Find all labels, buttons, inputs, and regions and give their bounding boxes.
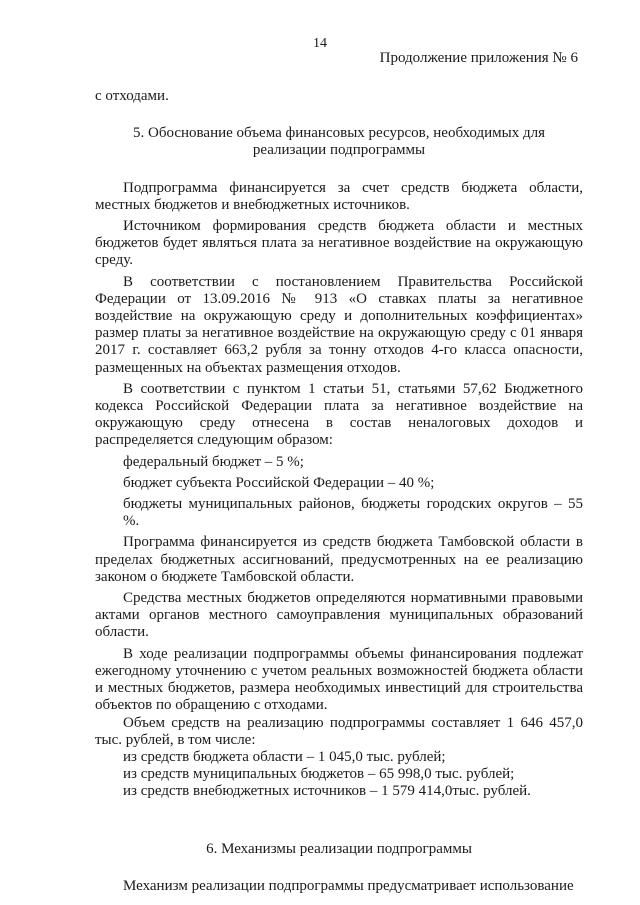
page-number: 14 xyxy=(313,36,327,51)
paragraph-mechanism: Механизм реализации подпрограммы предусматривает использование xyxy=(123,877,574,894)
section-5-title-line-1: 5. Обоснование объема финансовых ресурсов, необходимых для xyxy=(133,125,545,142)
funding-extrabudgetary: из средств внебюджетных источников – 1 579 414,0тыс. рублей. xyxy=(123,783,531,800)
funding-regional-budget: из средств бюджета области – 1 045,0 тыс. рублей; xyxy=(123,748,446,765)
funding-municipal-budgets: из средств муниципальных бюджетов – 65 998,0 тыс. рублей; xyxy=(123,766,515,783)
section-6-title: 6. Механизмы реализации подпрограммы xyxy=(206,840,472,857)
paragraph-financing-sources: Подпрограмма финансируется за счет средств бюджета области, местных бюджетов и внебюджетных источников. xyxy=(95,179,583,213)
continuation-text: с отходами. xyxy=(95,88,169,104)
distribution-regional: бюджет субъекта Российской Федерации – 40 %; xyxy=(123,474,435,491)
paragraph-budget-code: В соответствии с пунктом 1 статьи 51, статьями 57,62 Бюджетного кодекса Российской Федерации плата за негативное воздействие на окружающую среду отнесена в состав неналоговых доходов и распределяется следующим образом: xyxy=(95,380,583,449)
paragraph-total-volume: Объем средств на реализацию подпрограммы составляет 1 646 457,0 тыс. рублей, в том числе: xyxy=(95,714,583,748)
distribution-municipal: бюджеты муниципальных районов, бюджеты городских округов – 55 %. xyxy=(123,496,583,530)
paragraph-regional-budget: Программа финансируется из средств бюджета Тамбовской области в пределах бюджетных ассигнований, предусмотренных на ее реализацию законом о бюджете Тамбовской области. xyxy=(95,534,583,585)
paragraph-annual-adjustment: В ходе реализации подпрограммы объемы финансирования подлежат ежегодному уточнению с учетом реальных возможностей бюджета области и местных бюджетов, размера необходимых инвестиций для строительства объектов по обращению с отходами. xyxy=(95,645,583,714)
section-5-title-line-2: реализации подпрограммы xyxy=(252,142,426,159)
document-body xyxy=(95,88,583,895)
distribution-federal: федеральный бюджет – 5 %; xyxy=(123,453,304,470)
appendix-continuation-label: Продолжение приложения № 6 xyxy=(379,50,578,66)
section-5-title xyxy=(95,125,583,159)
paragraph-local-budgets: Средства местных бюджетов определяются нормативными правовыми актами органов местного самоуправления муниципальных образований области. xyxy=(95,590,583,641)
paragraph-government-decree: В соответствии с постановлением Правительства Российской Федерации от 13.09.2016 № 913 «О ставках платы за негативное воздействие на окружающую среду и дополнительных коэффициентах» размер платы за негативное воздействие на окружающую среду с 01 января 2017 г. составляет 663,2 рубля за тонну отходов 4-го класса опасности, размещенных на объектах размещения отходов. xyxy=(95,273,583,376)
paragraph-funding-source: Источником формирования средств бюджета области и местных бюджетов будет являться плата за негативное воздействие на окружающую среду. xyxy=(95,218,583,269)
